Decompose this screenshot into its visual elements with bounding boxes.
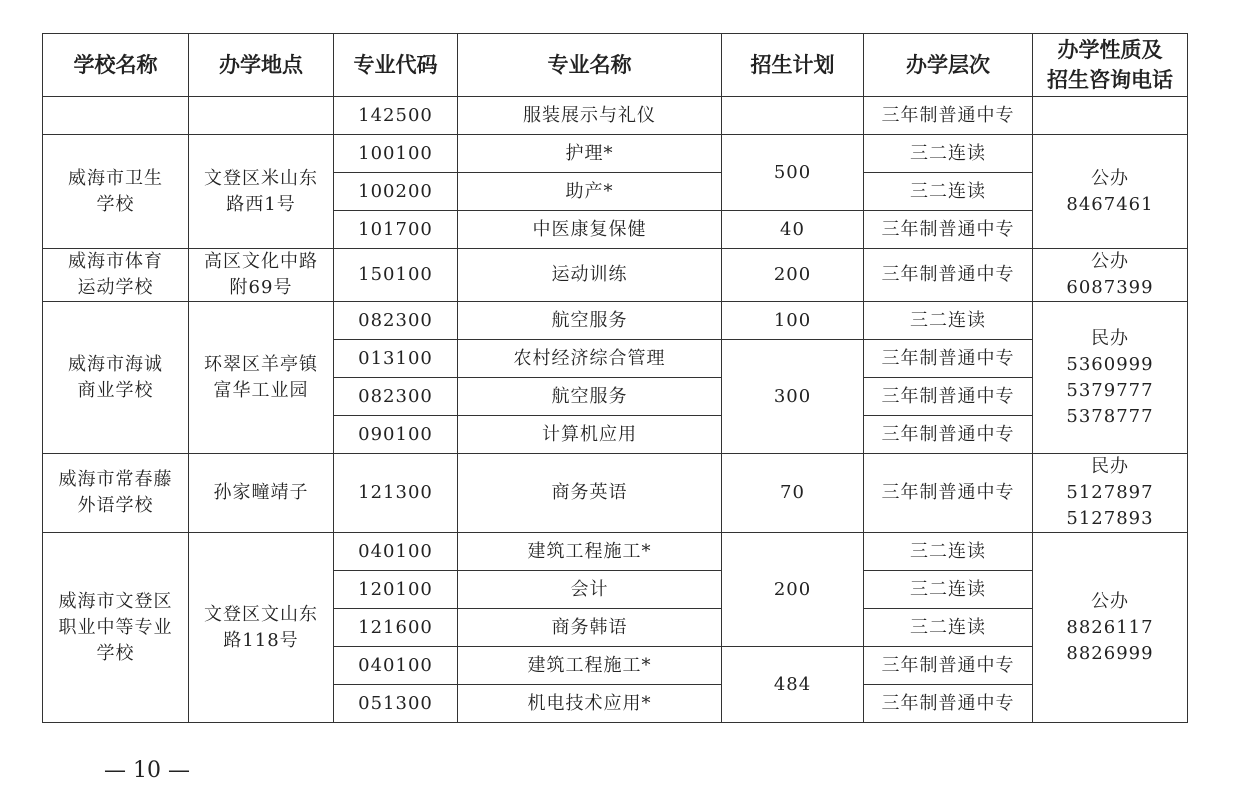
enrollment-plan: 500 [722,135,864,211]
school-level: 三二连读 [864,135,1033,173]
enrollment-plan: 200 [722,533,864,647]
major-code: 101700 [334,211,458,249]
header-nature: 办学性质及 招生咨询电话 [1033,34,1188,97]
enrollment-plan: 300 [722,340,864,454]
school-contact: 民办 5127897 5127893 [1033,454,1188,533]
major-code: 040100 [334,647,458,685]
empty-cell [722,97,864,135]
school-level: 三年制普通中专 [864,97,1033,135]
major-name: 建筑工程施工* [458,647,722,685]
major-name: 助产* [458,173,722,211]
enrollment-plan: 200 [722,249,864,302]
major-name: 中医康复保健 [458,211,722,249]
school-contact: 民办 5360999 5379777 5378777 [1033,302,1188,454]
school-contact: 公办 8826117 8826999 [1033,533,1188,723]
major-code: 082300 [334,302,458,340]
table-row [43,135,1188,173]
school-level: 三年制普通中专 [864,416,1033,454]
major-code: 051300 [334,685,458,723]
major-code: 040100 [334,533,458,571]
school-location: 文登区米山东 路西1号 [189,135,334,249]
school-level: 三年制普通中专 [864,378,1033,416]
major-name: 运动训练 [458,249,722,302]
major-name: 机电技术应用* [458,685,722,723]
school-name: 威海市常春藤 外语学校 [43,454,189,533]
header-location: 办学地点 [189,34,334,97]
school-level: 三年制普通中专 [864,211,1033,249]
enrollment-plan: 40 [722,211,864,249]
school-name: 威海市体育 运动学校 [43,249,189,302]
school-location: 环翠区羊亭镇 富华工业园 [189,302,334,454]
page-number: — 10 — [104,758,190,783]
major-name: 计算机应用 [458,416,722,454]
major-code: 082300 [334,378,458,416]
school-name: 威海市海诚 商业学校 [43,302,189,454]
major-code: 121600 [334,609,458,647]
school-level: 三年制普通中专 [864,685,1033,723]
school-level: 三二连读 [864,571,1033,609]
school-level: 三二连读 [864,302,1033,340]
major-code: 013100 [334,340,458,378]
table-row [43,454,1188,533]
school-contact: 公办 8467461 [1033,135,1188,249]
empty-cell [1033,97,1188,135]
school-contact: 公办 6087399 [1033,249,1188,302]
table-row [43,302,1188,340]
header-school: 学校名称 [43,34,189,97]
major-name: 航空服务 [458,378,722,416]
major-name: 农村经济综合管理 [458,340,722,378]
major-name: 建筑工程施工* [458,533,722,571]
empty-cell [43,97,189,135]
school-level: 三二连读 [864,173,1033,211]
school-name: 威海市卫生 学校 [43,135,189,249]
table-row [43,533,1188,571]
major-name: 商务韩语 [458,609,722,647]
table-row [43,249,1188,302]
header-code: 专业代码 [334,34,458,97]
school-level: 三二连读 [864,533,1033,571]
major-code: 150100 [334,249,458,302]
major-name: 航空服务 [458,302,722,340]
school-location: 孙家疃靖子 [189,454,334,533]
major-name: 服装展示与礼仪 [458,97,722,135]
school-level: 三年制普通中专 [864,340,1033,378]
school-location: 文登区文山东 路118号 [189,533,334,723]
major-name: 商务英语 [458,454,722,533]
school-level: 三年制普通中专 [864,249,1033,302]
major-name: 会计 [458,571,722,609]
major-name: 护理* [458,135,722,173]
table-row [43,97,1188,135]
header-major: 专业名称 [458,34,722,97]
enrollment-plan: 70 [722,454,864,533]
enrollment-plan: 484 [722,647,864,723]
major-code: 100100 [334,135,458,173]
school-level: 三年制普通中专 [864,454,1033,533]
school-name: 威海市文登区 职业中等专业 学校 [43,533,189,723]
school-level: 三二连读 [864,609,1033,647]
school-location: 高区文化中路 附69号 [189,249,334,302]
major-code: 121300 [334,454,458,533]
header-row [43,34,1188,97]
major-code: 090100 [334,416,458,454]
major-code: 100200 [334,173,458,211]
school-level: 三年制普通中专 [864,647,1033,685]
empty-cell [189,97,334,135]
major-code: 142500 [334,97,458,135]
major-code: 120100 [334,571,458,609]
enrollment-plan: 100 [722,302,864,340]
header-level: 办学层次 [864,34,1033,97]
header-plan: 招生计划 [722,34,864,97]
enrollment-table [42,33,1188,723]
